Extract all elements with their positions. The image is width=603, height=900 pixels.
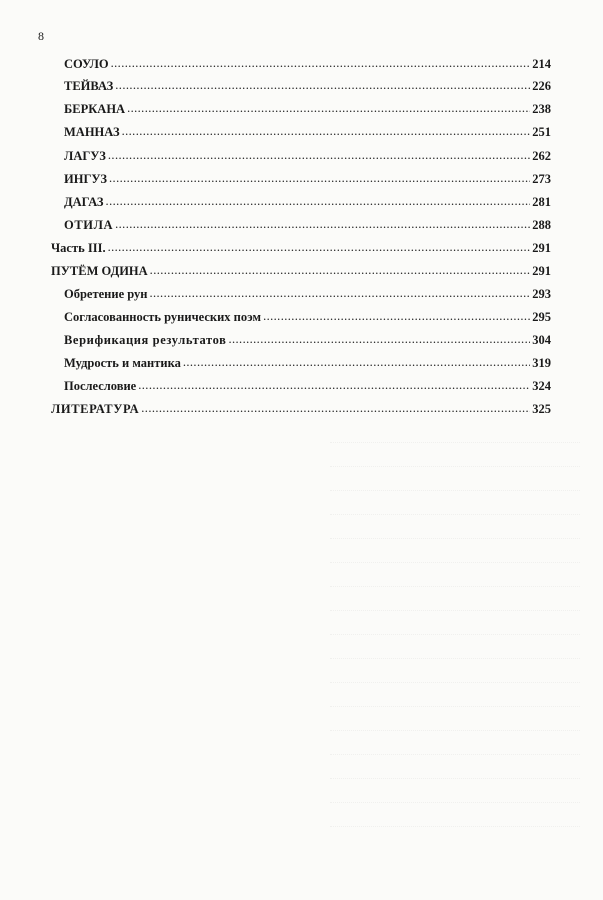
toc-entry-mudrost — [64, 353, 551, 373]
toc-entry-literatura — [51, 399, 551, 419]
toc-entry-dagaz — [64, 192, 551, 212]
dot-leader — [183, 352, 530, 372]
bleed-through-shadow — [330, 420, 580, 840]
toc-entry-berkana — [64, 99, 551, 119]
dot-leader — [108, 237, 531, 257]
toc-entry-page: 324 — [532, 379, 551, 393]
toc-entry-title: ПУТЁМ ОДИНА — [51, 264, 148, 278]
toc-entry-page: 238 — [532, 102, 551, 116]
toc-entry-title: СОУЛО — [64, 57, 109, 71]
toc-entry-title: Верификация результатов — [64, 333, 227, 347]
toc-entry-mannaz — [64, 122, 551, 142]
toc-entry-page: 251 — [532, 125, 551, 139]
toc-entry-soulo — [64, 54, 551, 74]
toc-entry-verifikatsiya — [64, 330, 551, 350]
toc-entry-page: 295 — [532, 310, 551, 324]
page-number: 8 — [38, 29, 44, 43]
dot-leader — [106, 191, 531, 211]
toc-entry-page: 291 — [532, 241, 551, 255]
toc-entry-page: 214 — [532, 57, 551, 71]
toc-entry-title: ОТИЛА — [64, 218, 114, 232]
toc-entry-part-three — [51, 238, 551, 258]
toc-entry-page: 226 — [532, 79, 551, 93]
toc-entry-page: 293 — [532, 287, 551, 301]
toc-entry-page: 319 — [532, 356, 551, 370]
dot-leader — [141, 398, 530, 418]
toc-entry-title: Обретение рун — [64, 287, 148, 301]
toc-entry-inguz — [64, 169, 551, 189]
dot-leader — [109, 168, 530, 188]
toc-entry-title: ДАГАЗ — [64, 195, 104, 209]
toc-entry-putem-odina — [51, 261, 551, 281]
toc-entry-otila — [64, 215, 551, 235]
toc-entry-title: ИНГУЗ — [64, 172, 108, 186]
toc-entry-page: 288 — [532, 218, 551, 232]
dot-leader — [150, 260, 531, 280]
toc-entry-page: 273 — [532, 172, 551, 186]
toc-entry-page: 291 — [532, 264, 551, 278]
toc-entry-title: Послесловие — [64, 379, 137, 393]
toc-entry-laguz — [64, 146, 551, 166]
dot-leader — [108, 145, 530, 165]
dot-leader — [122, 121, 531, 141]
dot-leader — [127, 98, 530, 118]
toc-entry-page: 262 — [532, 149, 551, 163]
dot-leader — [263, 306, 530, 326]
toc-entry-title: БЕРКАНА — [64, 102, 126, 116]
dot-leader — [115, 214, 530, 234]
dot-leader — [149, 283, 530, 303]
toc-entry-page: 325 — [532, 402, 551, 416]
toc-entry-title: Согласованность рунических поэм — [64, 310, 262, 324]
toc-entry-title: ТЕЙВАЗ — [64, 79, 114, 93]
toc-entry-title: ЛАГУЗ — [64, 149, 106, 163]
toc-entry-soglasovannost — [64, 307, 551, 327]
toc-entry-posleslovie — [64, 376, 551, 396]
toc-entry-title: МАННАЗ — [64, 125, 120, 139]
dot-leader — [111, 53, 531, 73]
toc-entry-title: Часть III. — [51, 241, 106, 255]
dot-leader — [228, 329, 530, 349]
toc-entry-title: ЛИТЕРАТУРА — [51, 402, 140, 416]
toc-entry-page: 281 — [532, 195, 551, 209]
toc-entry-title: Мудрость и мантика — [64, 356, 181, 370]
toc-entry-teivaz — [64, 76, 551, 96]
dot-leader — [115, 75, 530, 95]
toc-entry-obretenie-run — [64, 284, 551, 304]
toc-entry-page: 304 — [532, 333, 551, 347]
dot-leader — [138, 375, 530, 395]
